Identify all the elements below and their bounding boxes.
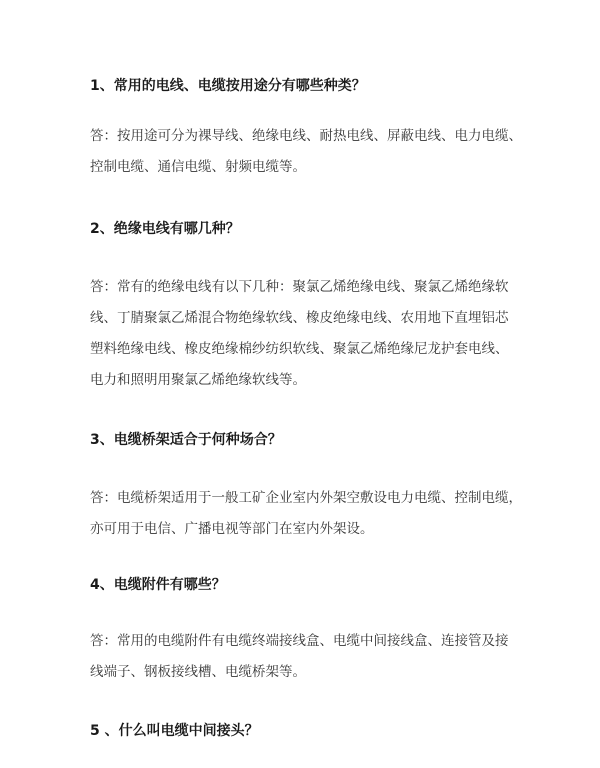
question-3-heading: 3、电缆桥架适合于何种场合？	[90, 432, 282, 448]
question-4-heading: 4、电缆附件有哪些？	[90, 577, 226, 593]
answer-line: 塑料绝缘电线、橡皮绝缘棉纱纺织软线、聚氯乙烯绝缘尼龙护套电线、	[90, 341, 509, 357]
answer-4	[90, 626, 520, 688]
answer-2	[90, 272, 520, 396]
answer-line: 电力和照明用聚氯乙烯绝缘软线等。	[90, 372, 306, 388]
answer-line: 线端子、钢板接线槽、电缆桥架等。	[90, 664, 306, 680]
answer-line: 答：常有的绝缘电线有以下几种：聚氯乙烯绝缘电线、聚氯乙烯绝缘软	[90, 279, 509, 295]
answer-3	[90, 483, 520, 545]
answer-line: 答：常用的电缆附件有电缆终端接线盒、电缆中间接线盒、连接管及接	[90, 633, 509, 649]
answer-line: 亦可用于电信、广播电视等部门在室内外架设。	[90, 521, 374, 537]
answer-line: 答：电缆桥架适用于一般工矿企业室内外架空敷设电力电缆、控制电缆，	[90, 490, 522, 506]
answer-line: 控制电缆、通信电缆、射频电缆等。	[90, 159, 306, 175]
question-1-heading: 1、常用的电线、电缆按用途分有哪些种类？	[90, 78, 366, 94]
answer-line: 线、丁腈聚氯乙烯混合物绝缘软线、橡皮绝缘电线、农用地下直埋铝芯	[90, 310, 509, 326]
question-5-heading: 5 、什么叫电缆中间接头？	[90, 723, 259, 739]
question-2-heading: 2、绝缘电线有哪几种？	[90, 221, 240, 237]
answer-line: 答：按用途可分为裸导线、绝缘电线、耐热电线、屏蔽电线、电力电缆、	[90, 128, 522, 144]
answer-1	[90, 121, 520, 183]
